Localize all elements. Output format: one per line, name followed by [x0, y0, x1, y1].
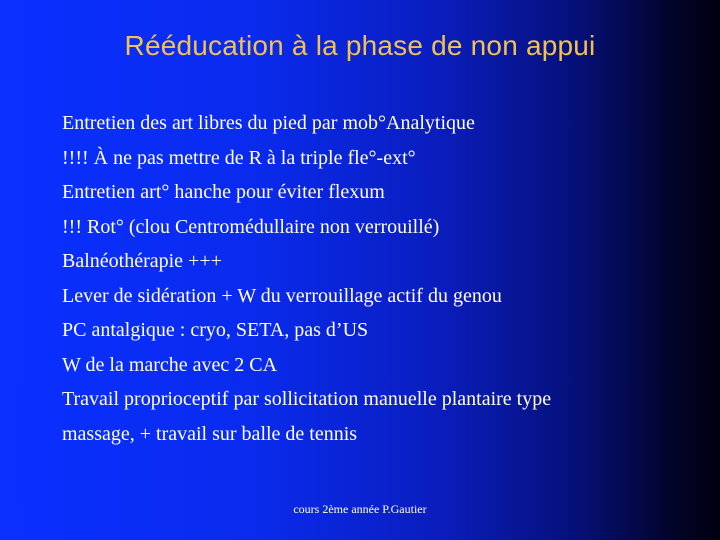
- bullet-item: !!! Rot° (clou Centromédullaire non verrouillé): [62, 215, 440, 238]
- bullet-item: W de la marche avec 2 CA: [62, 353, 278, 376]
- slide-footer: cours 2ème année P.Gautier: [293, 502, 427, 516]
- bullet-item: Balnéothérapie +++: [62, 250, 222, 272]
- slide-title: Rééducation à la phase de non appui: [124, 30, 596, 61]
- bullet-item: Lever de sidération + W du verrouillage actif du genou: [62, 284, 502, 307]
- bullet-item: PC antalgique : cryo, SETA, pas d’US: [62, 319, 369, 341]
- bullet-item: Entretien des art libres du pied par mob°Analytique: [62, 112, 475, 134]
- bullet-item: Travail proprioceptif par sollicitation manuelle plantaire type: [62, 388, 552, 410]
- bullet-item: massage, + travail sur balle de tennis: [62, 422, 358, 445]
- bullet-list: [62, 106, 682, 451]
- bullet-item: !!!! À ne pas mettre de R à la triple fle°-ext°: [62, 146, 416, 169]
- bullet-item: Entretien art° hanche pour éviter flexum: [62, 181, 385, 203]
